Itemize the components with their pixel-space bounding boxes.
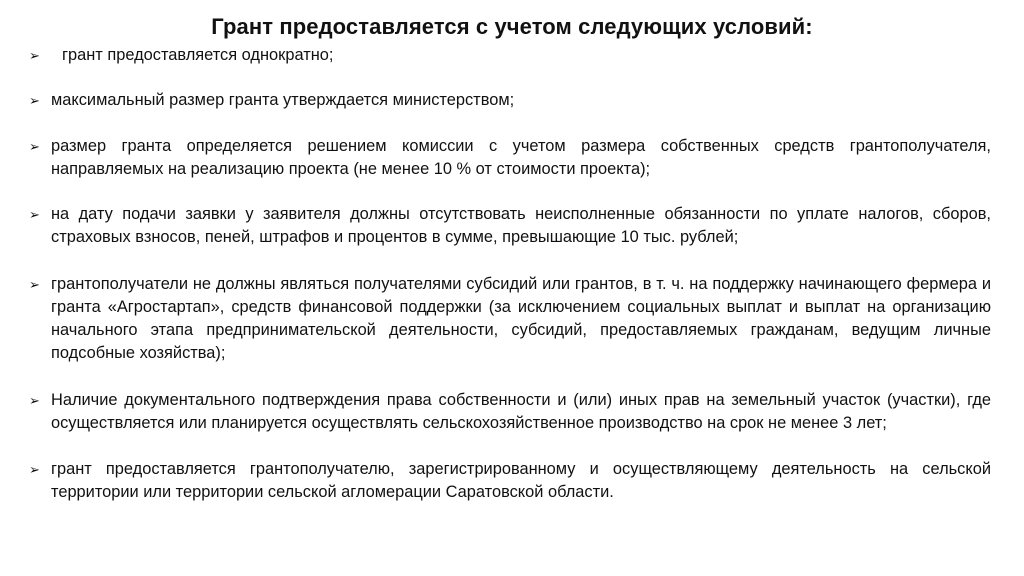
condition-item [29,44,991,67]
condition-text: размер гранта определяется решением комиссии с учетом размера собственных средств грантополучателя, направляемых на реализацию проекта (не менее 10 % от стоимости проекта); [51,137,991,178]
condition-text: максимальный размер гранта утверждается министерством; [51,91,515,109]
condition-text: грант предоставляется однократно; [62,46,334,64]
condition-item [29,273,991,365]
condition-text: на дату подачи заявки у заявителя должны отсутствовать неисполненные обязанности по уплате налогов, сборов, страховых взносов, пеней, штрафов и процентов в сумме, превышающие 10 тыс. рублей; [51,205,991,246]
condition-item [29,135,991,181]
condition-text: грантополучатели не должны являться получателями субсидий или грантов, в т. ч. на поддержку начинающего фермера и гранта «Агростартап», средств финансовой поддержки (за исключением социальных выплат и выплат на организацию начального этапа предпринимательской деятельности, субсидий, предоставляемых гражданам, ведущим личные подсобные хозяйства); [51,275,991,362]
arrow-bullet-icon: ➢ [29,139,40,154]
condition-item [29,203,991,249]
condition-text: Наличие документального подтверждения права собственности и (или) иных прав на земельный участок (участки), где осуществляется или планируется осуществлять сельскохозяйственное производство на срок не менее 3 лет; [51,391,991,432]
arrow-bullet-icon: ➢ [29,48,40,63]
condition-item [29,389,991,435]
condition-item [29,458,991,504]
condition-text: грант предоставляется грантополучателю, зарегистрированному и осуществляющему деятельность на сельской территории или территории сельской агломерации Саратовской области. [51,460,991,501]
conditions-list [29,44,991,504]
condition-item [29,89,991,112]
arrow-bullet-icon: ➢ [29,462,40,477]
slide-title: Грант предоставляется с учетом следующих условий: [211,14,813,39]
arrow-bullet-icon: ➢ [29,393,40,408]
arrow-bullet-icon: ➢ [29,93,40,108]
arrow-bullet-icon: ➢ [29,207,40,222]
arrow-bullet-icon: ➢ [29,277,40,292]
